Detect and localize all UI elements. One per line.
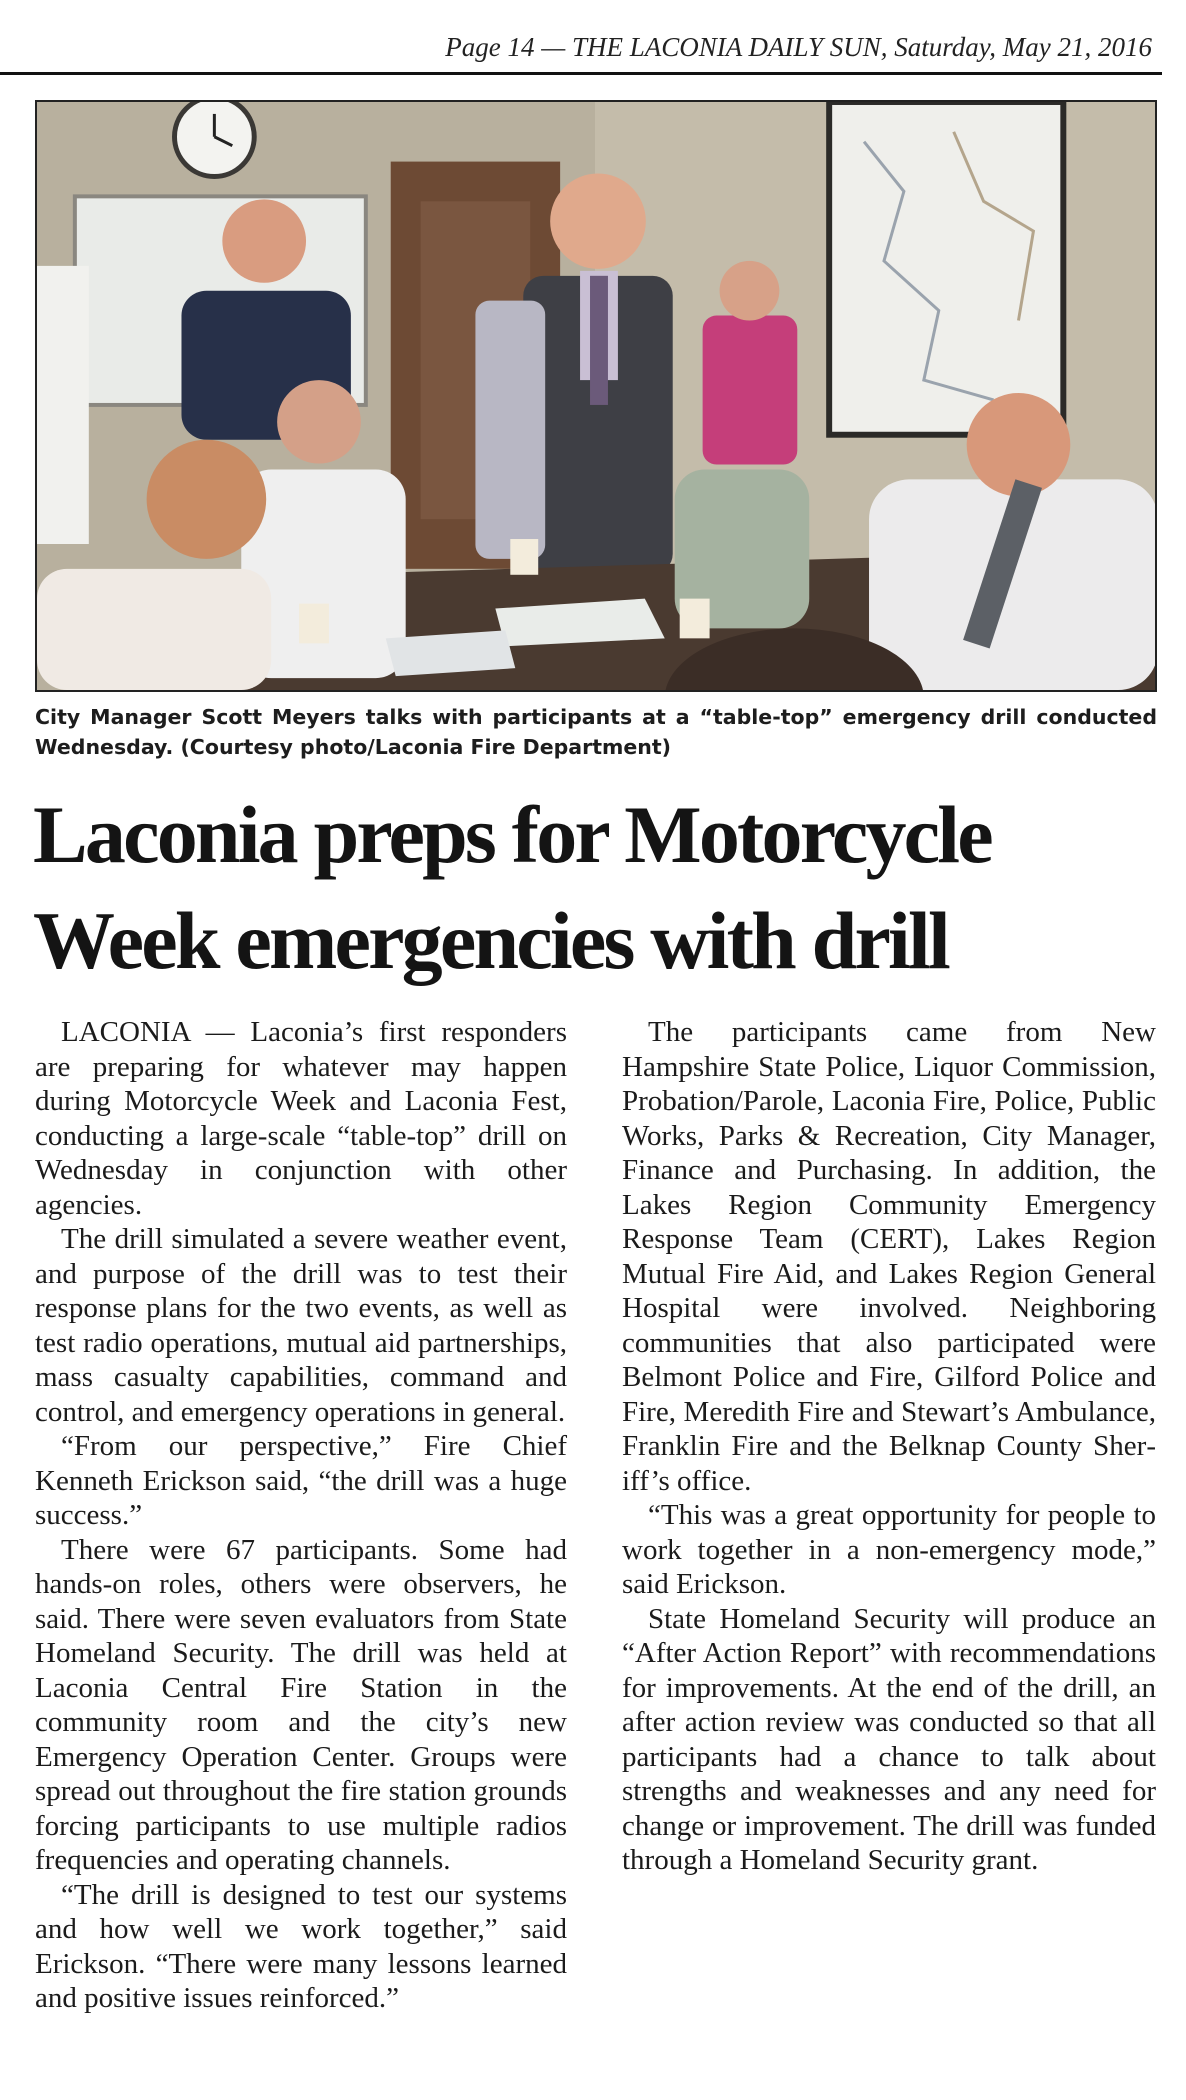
article-column-left — [35, 1015, 567, 2016]
photo-caption: City Manager Scott Meyers talks with participants at a “table-top” emergency drill conducted Wednesday. (Courtesy photo/Laconia Fire Department) — [35, 705, 1157, 759]
news-photo — [35, 100, 1157, 692]
paragraph: LACONIA — Laconia’s first responders are preparing for whatever may happen during Motorcycle Week and Laconia Fest, conducting a large-scale “table-top” drill on Wednesday in conjunction with other agencies. — [35, 1016, 567, 1221]
paragraph: “This was a great opportunity for people to work together in a non-emergency mode,” said Erickson. — [622, 1499, 1156, 1600]
paragraph: “From our perspective,” Fire Chief Kenneth Erickson said, “the drill was a huge success.” — [35, 1430, 567, 1531]
paragraph: The drill simulated a severe weather event, and purpose of the drill was to test their response plans for the two events, as well as test radio operations, mutual aid partnerships, mass casualty capabilities, command and control, and emergency operations in general. — [35, 1223, 567, 1428]
header-rule — [0, 72, 1162, 75]
meeting-room-photo-illustration — [37, 102, 1155, 690]
article-headline: Laconia preps for Motorcycle Week emergencies with drill — [33, 789, 991, 986]
paragraph: “The drill is designed to test our systems and how well we work together,” said Erickson. “There were many lessons learned and positive issues reinforced.” — [35, 1878, 567, 2014]
paragraph: The participants came from New Hampshire State Police, Liquor Commission, Probation/Parole, Laconia Fire, Police, Public Works, Parks & Recreation, City Manager, Finance and Purchasing. In addition, the Lakes Region Community Emergency Response Team (CERT), Lakes Region Mutual Fire Aid, and Lakes Region General Hospital were involved. Neighboring communities that also participated were Belmont Police and Fire, Gilford Police and Fire, Meredith Fire and Stewart’s Ambulance, Franklin Fire and the Belknap County Sheriff’s office. — [622, 1016, 1156, 1497]
page-folio: Page 14 — THE LACONIA DAILY SUN, Saturday, May 21, 2016 — [445, 32, 1152, 62]
paragraph: State Homeland Security will produce an “After Action Report” with recommendations for improvements. At the end of the drill, an after action review was conducted so that all participants had a chance to talk about strengths and weaknesses and any need for change or improvement. The drill was funded through a Homeland Security grant. — [622, 1602, 1156, 1876]
article-column-right — [622, 1015, 1156, 1878]
paragraph: There were 67 participants. Some had hands-on roles, others were observers, he said. There were seven evaluators from State Homeland Security. The drill was held at Laconia Central Fire Station in the community room and the city’s new Emergency Operation Center. Groups were spread out throughout the fire station grounds forcing participants to use multiple radios frequencies and operating channels. — [35, 1533, 567, 1876]
